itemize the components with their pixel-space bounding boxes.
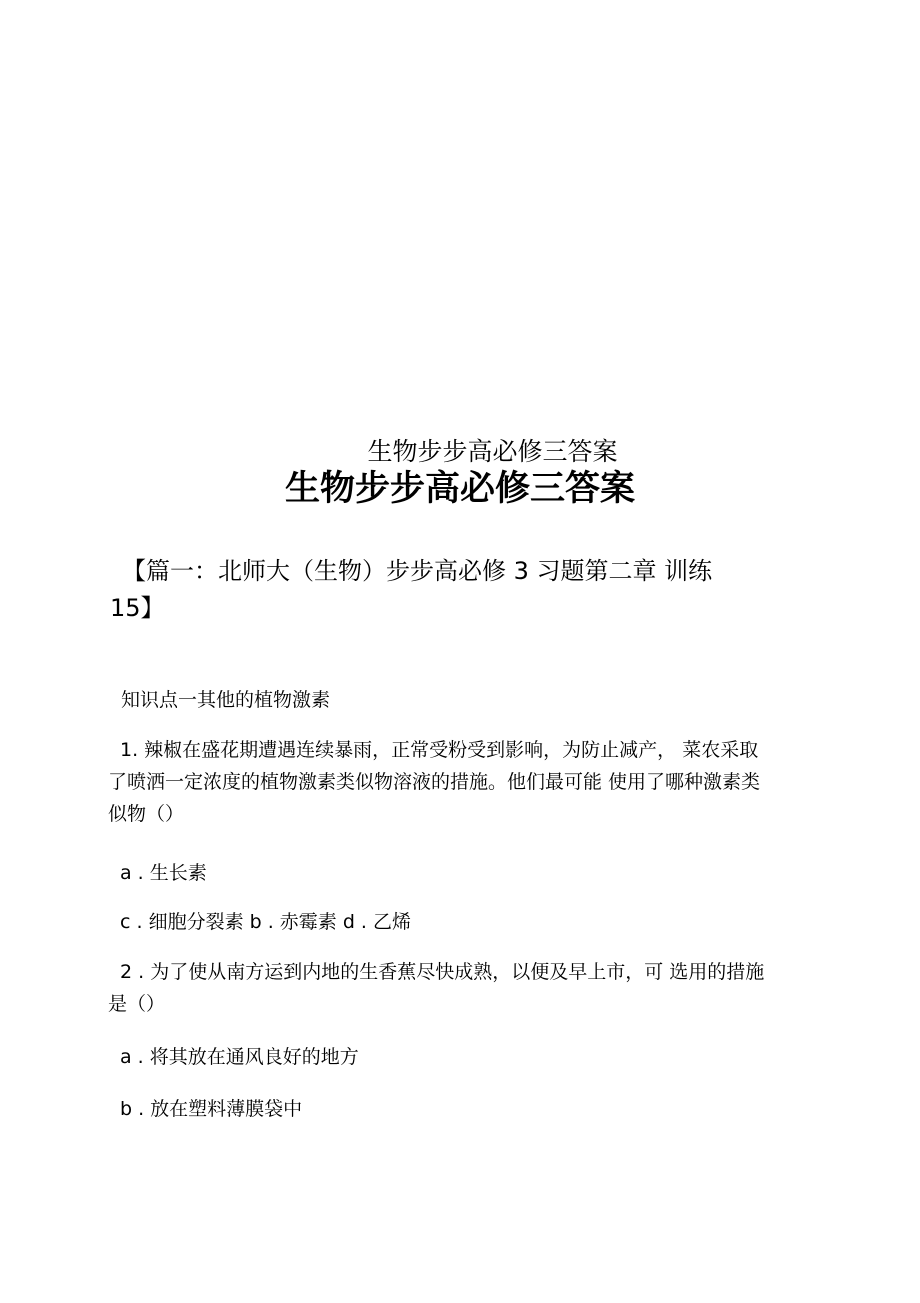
question-2-line1: 2 . 为了使从南方运到内地的生香蕉尽快成熟，以便及早上市，可 选用的措施 [120,961,765,983]
section-heading-line1: 【篇一：北师大（生物）步步高必修 3 习题第二章 训练 [122,557,713,585]
question-1 [108,734,813,830]
question-1-line3: 似物（） [108,803,185,825]
question-2-line2: 是（） [108,993,166,1015]
document-subtitle: 生物步步高必修三答案 [367,437,618,466]
section-heading-line2: 15】 [110,594,165,622]
question-2 [108,956,813,1020]
question-1-line1: 1. 辣椒在盛花期遭遇连续暴雨，正常受粉受到影响，为防止减产， 菜农采取 [120,739,759,761]
topic-heading: 知识点一其他的植物激素 [121,689,331,711]
question-1-option-a: a . 生长素 [120,862,207,884]
question-1-line2: 了喷洒一定浓度的植物激素类似物溶液的措施。他们最可能 使用了哪种激素类 [108,771,761,793]
section-heading [110,553,822,627]
question-2-option-a: a . 将其放在通风良好的地方 [120,1046,359,1068]
question-2-option-b: b . 放在塑料薄膜袋中 [120,1098,303,1120]
document-title: 生物步步高必修三答案 [284,469,635,509]
question-1-options-cbd: c . 细胞分裂素 b . 赤霉素 d . 乙烯 [120,911,412,933]
